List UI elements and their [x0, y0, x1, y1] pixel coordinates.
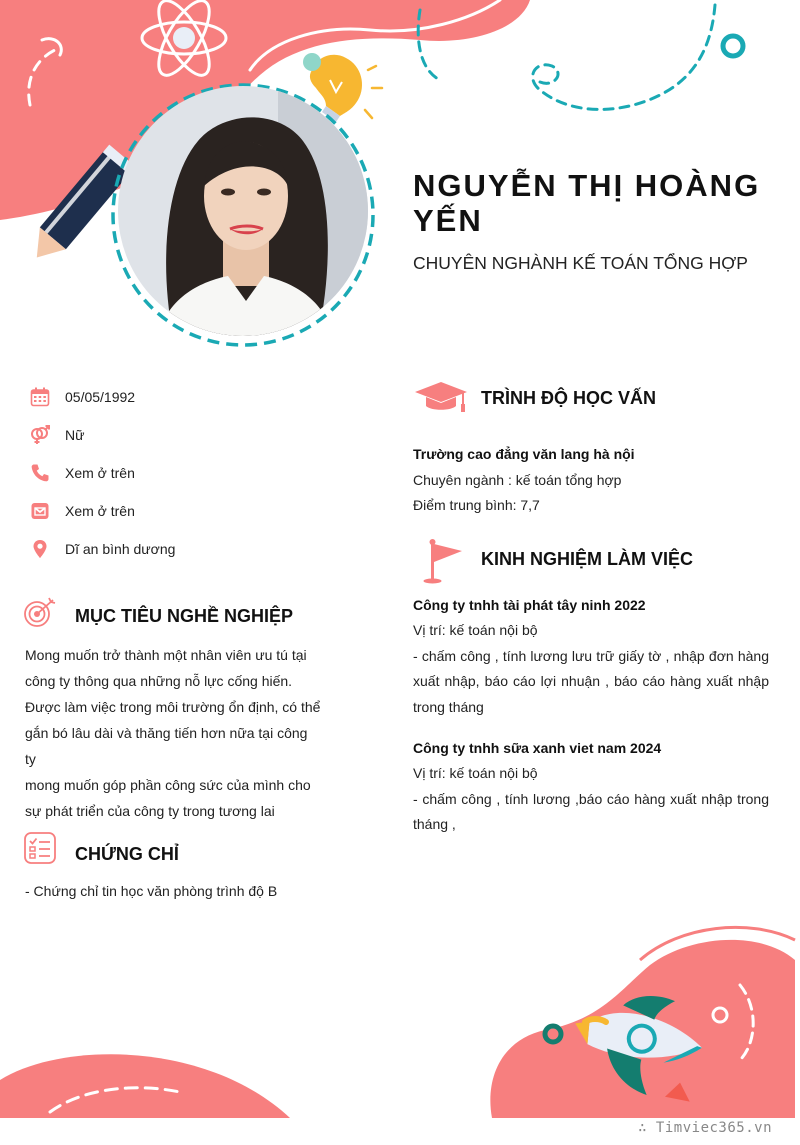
job-desc-line: - chấm công , tính lương lưu trữ giấy tờ , nhập đơn hàng — [413, 647, 769, 664]
experience-title: KINH NGHIỆM LÀM VIỆC — [481, 549, 694, 569]
job-desc-line: xuất nhập, báo cáo lợi nhuận , báo cáo hàng xuất nhập — [413, 673, 769, 689]
contact-phone — [30, 461, 135, 485]
graduation-cap-icon — [413, 380, 469, 414]
certificates-title: CHỨNG CHỈ — [75, 844, 179, 864]
job-entry — [413, 736, 769, 838]
phone-text: Xem ở trên — [65, 465, 135, 481]
job-position: Vị trí: kế toán nội bộ — [413, 765, 538, 781]
objective-line: mong muốn góp phần công sức của mình cho — [25, 777, 311, 793]
job-desc-line: tháng , — [413, 816, 456, 832]
contact-birthday — [30, 385, 136, 409]
certificate-item: - Chứng chỉ tin học văn phòng trình độ B — [25, 883, 278, 899]
education-major: Chuyên ngành : kế toán tổng hợp — [413, 471, 622, 488]
job-company: Công ty tnhh sữa xanh viet nam 2024 — [413, 740, 662, 756]
education-title: TRÌNH ĐỘ HỌC VẤN — [481, 388, 656, 408]
contact-gender — [30, 423, 85, 447]
objective-line: gắn bó lâu dài và thăng tiến hơn nữa tại công — [25, 725, 308, 741]
bottom-left-coral-blob — [0, 1054, 290, 1118]
contact-address — [30, 537, 176, 561]
checklist-icon — [24, 832, 56, 864]
education-body — [413, 442, 773, 519]
job-entry — [413, 593, 769, 720]
job-company: Công ty tnhh tài phát tây ninh 2022 — [413, 597, 646, 613]
objective-line: Được làm việc trong môi trường ổn định, có thể — [25, 699, 321, 715]
job-desc-line: trong tháng — [413, 698, 484, 715]
address-text: Dĩ an bình dương — [65, 541, 176, 557]
school-name: Trường cao đẳng văn lang hà nội — [413, 446, 635, 462]
gender-text: Nữ — [65, 427, 85, 443]
calendar-icon — [30, 387, 50, 407]
objective-line: công ty thông qua những nỗ lực cống hiến. — [25, 673, 293, 689]
birthday-text: 05/05/1992 — [65, 389, 136, 405]
target-icon — [24, 597, 58, 629]
objective-line: Mong muốn trở thành một nhân viên ưu tú tại — [25, 647, 307, 663]
job-desc-line: - chấm công , tính lương ,báo cáo hàng xuất nhập trong — [413, 790, 769, 807]
job-position: Vị trí: kế toán nội bộ — [413, 622, 538, 638]
phone-icon — [30, 463, 50, 483]
gender-icon — [30, 425, 50, 445]
objective-line: sự phát triển của công ty trong tương lai — [25, 803, 275, 819]
education-gpa: Điểm trung bình: 7,7 — [413, 497, 540, 513]
avatar — [118, 86, 368, 336]
job-title: CHUYÊN NGHÀNH KẾ TOÁN TỔNG HỢP — [413, 253, 748, 273]
email-text: Xem ở trên — [65, 503, 135, 519]
contact-email — [30, 499, 135, 523]
full-name: NGUYỄN THỊ HOÀNG YẾN — [413, 168, 761, 238]
objective-title: MỤC TIÊU NGHỀ NGHIỆP — [75, 606, 294, 626]
email-icon — [30, 501, 50, 521]
location-pin-icon — [30, 539, 50, 559]
objective-body — [25, 642, 325, 824]
watermark: ∴ Timviec365.vn — [638, 1120, 772, 1136]
flag-icon — [420, 538, 464, 584]
objective-line: ty — [25, 751, 36, 767]
